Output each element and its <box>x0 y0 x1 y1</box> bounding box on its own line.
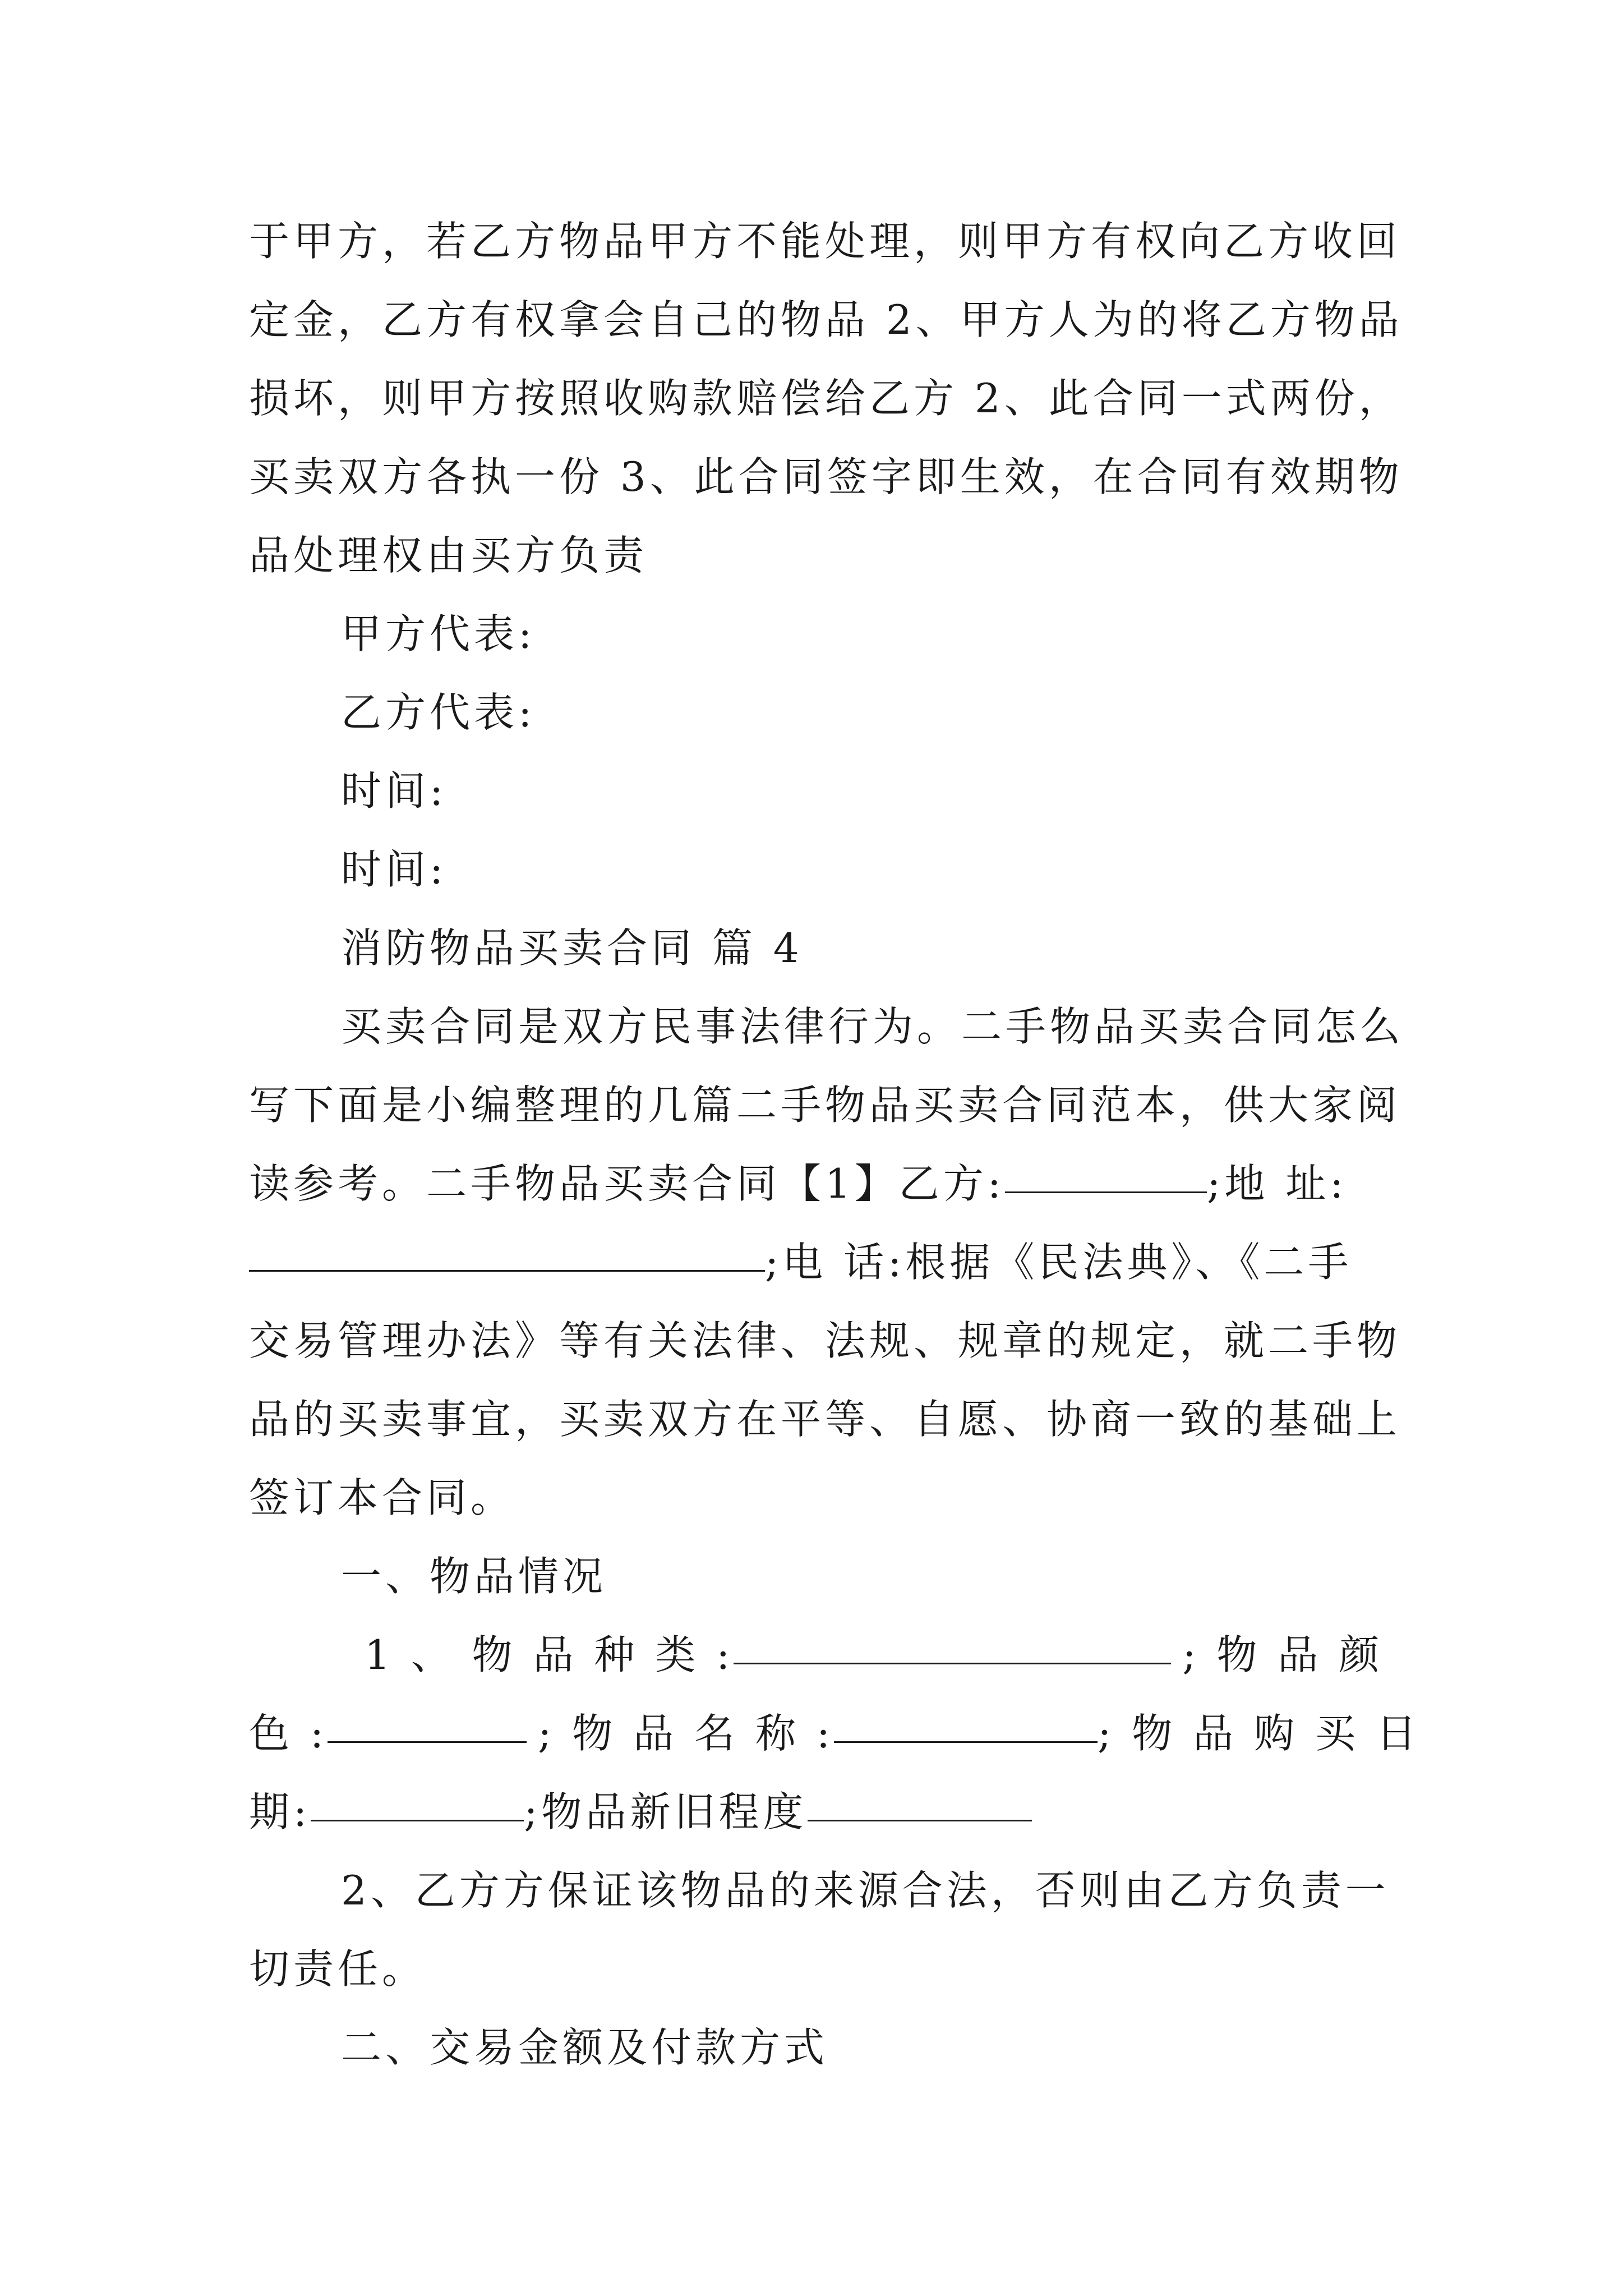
item-text-segment: ; 物 品 购 买 日 <box>1098 1710 1421 1757</box>
item-text-line <box>249 1773 1387 1851</box>
intro-text-line: 买卖合同是双方民事法律行为。二手物品买卖合同怎么 <box>341 1003 1405 1050</box>
purchase-date-blank <box>311 1773 524 1821</box>
section-title: 消防物品买卖合同 篇 4 <box>341 924 803 972</box>
item-text-segment: 期: <box>249 1788 311 1835</box>
intro-text-segment: 读参考。二手物品买卖合同【1】乙方: <box>249 1160 1006 1207</box>
intro-text-line: 签订本合同。 <box>249 1474 515 1521</box>
section-heading: 二、交易金额及付款方式 <box>341 2024 829 2071</box>
item-text-segment: ; 物 品 名 称 : <box>538 1710 834 1757</box>
item-text-line <box>365 1616 1387 1694</box>
intro-text-line: 品的买卖事宜，买卖双方在平等、自愿、协商一致的基础上 <box>249 1396 1401 1443</box>
item-text-segment: 色 : <box>249 1710 328 1757</box>
party-a-signature-label: 甲方代表: <box>341 610 536 657</box>
intro-text-line <box>249 1144 1387 1223</box>
signing-time-label: 时间: <box>341 846 448 893</box>
signing-time-label: 时间: <box>341 767 448 815</box>
intro-text-segment: ;地 址: <box>1207 1160 1348 1207</box>
contract-text-line: 品处理权由买方负责 <box>249 532 648 579</box>
contract-text-line: 于甲方，若乙方物品甲方不能处理，则甲方有权向乙方收回 <box>249 218 1401 265</box>
item-text-segment: ; 物 品 颜 <box>1182 1631 1384 1678</box>
item-text-segment: ;物品新旧程度 <box>524 1788 808 1835</box>
item-condition-blank <box>808 1773 1032 1821</box>
contract-text-line: 买卖双方各执一份 3、此合同签字即生效，在合同有效期物 <box>249 453 1403 500</box>
item-text-segment: 1 、 物 品 种 类 : <box>365 1631 734 1678</box>
item-color-blank <box>328 1694 527 1743</box>
contract-text-line: 定金，乙方有权拿会自己的物品 2、甲方人为的将乙方物品 <box>249 296 1403 343</box>
address-blank <box>249 1223 765 1272</box>
section-heading: 一、物品情况 <box>341 1553 607 1600</box>
item-text-line: 切责任。 <box>249 1945 427 1993</box>
contract-text-line: 损坏，则甲方按照收购款赔偿给乙方 2、此合同一式两份， <box>249 375 1403 422</box>
party-b-name-blank <box>1005 1144 1207 1193</box>
intro-text-line: 交易管理办法》等有关法律、法规、规章的规定，就二手物 <box>249 1317 1401 1364</box>
item-type-blank <box>734 1616 1171 1664</box>
intro-text-line <box>249 1223 1387 1301</box>
item-text-line: 2、乙方方保证该物品的来源合法，否则由乙方负责一 <box>341 1867 1390 1914</box>
item-name-blank <box>834 1694 1098 1743</box>
intro-text-segment: ;电 话:根据《民法典》、《二手 <box>765 1239 1353 1286</box>
party-b-signature-label: 乙方代表: <box>341 689 536 736</box>
intro-text-line: 写下面是小编整理的几篇二手物品买卖合同范本，供大家阅 <box>249 1082 1401 1129</box>
item-text-line <box>249 1694 1421 1773</box>
